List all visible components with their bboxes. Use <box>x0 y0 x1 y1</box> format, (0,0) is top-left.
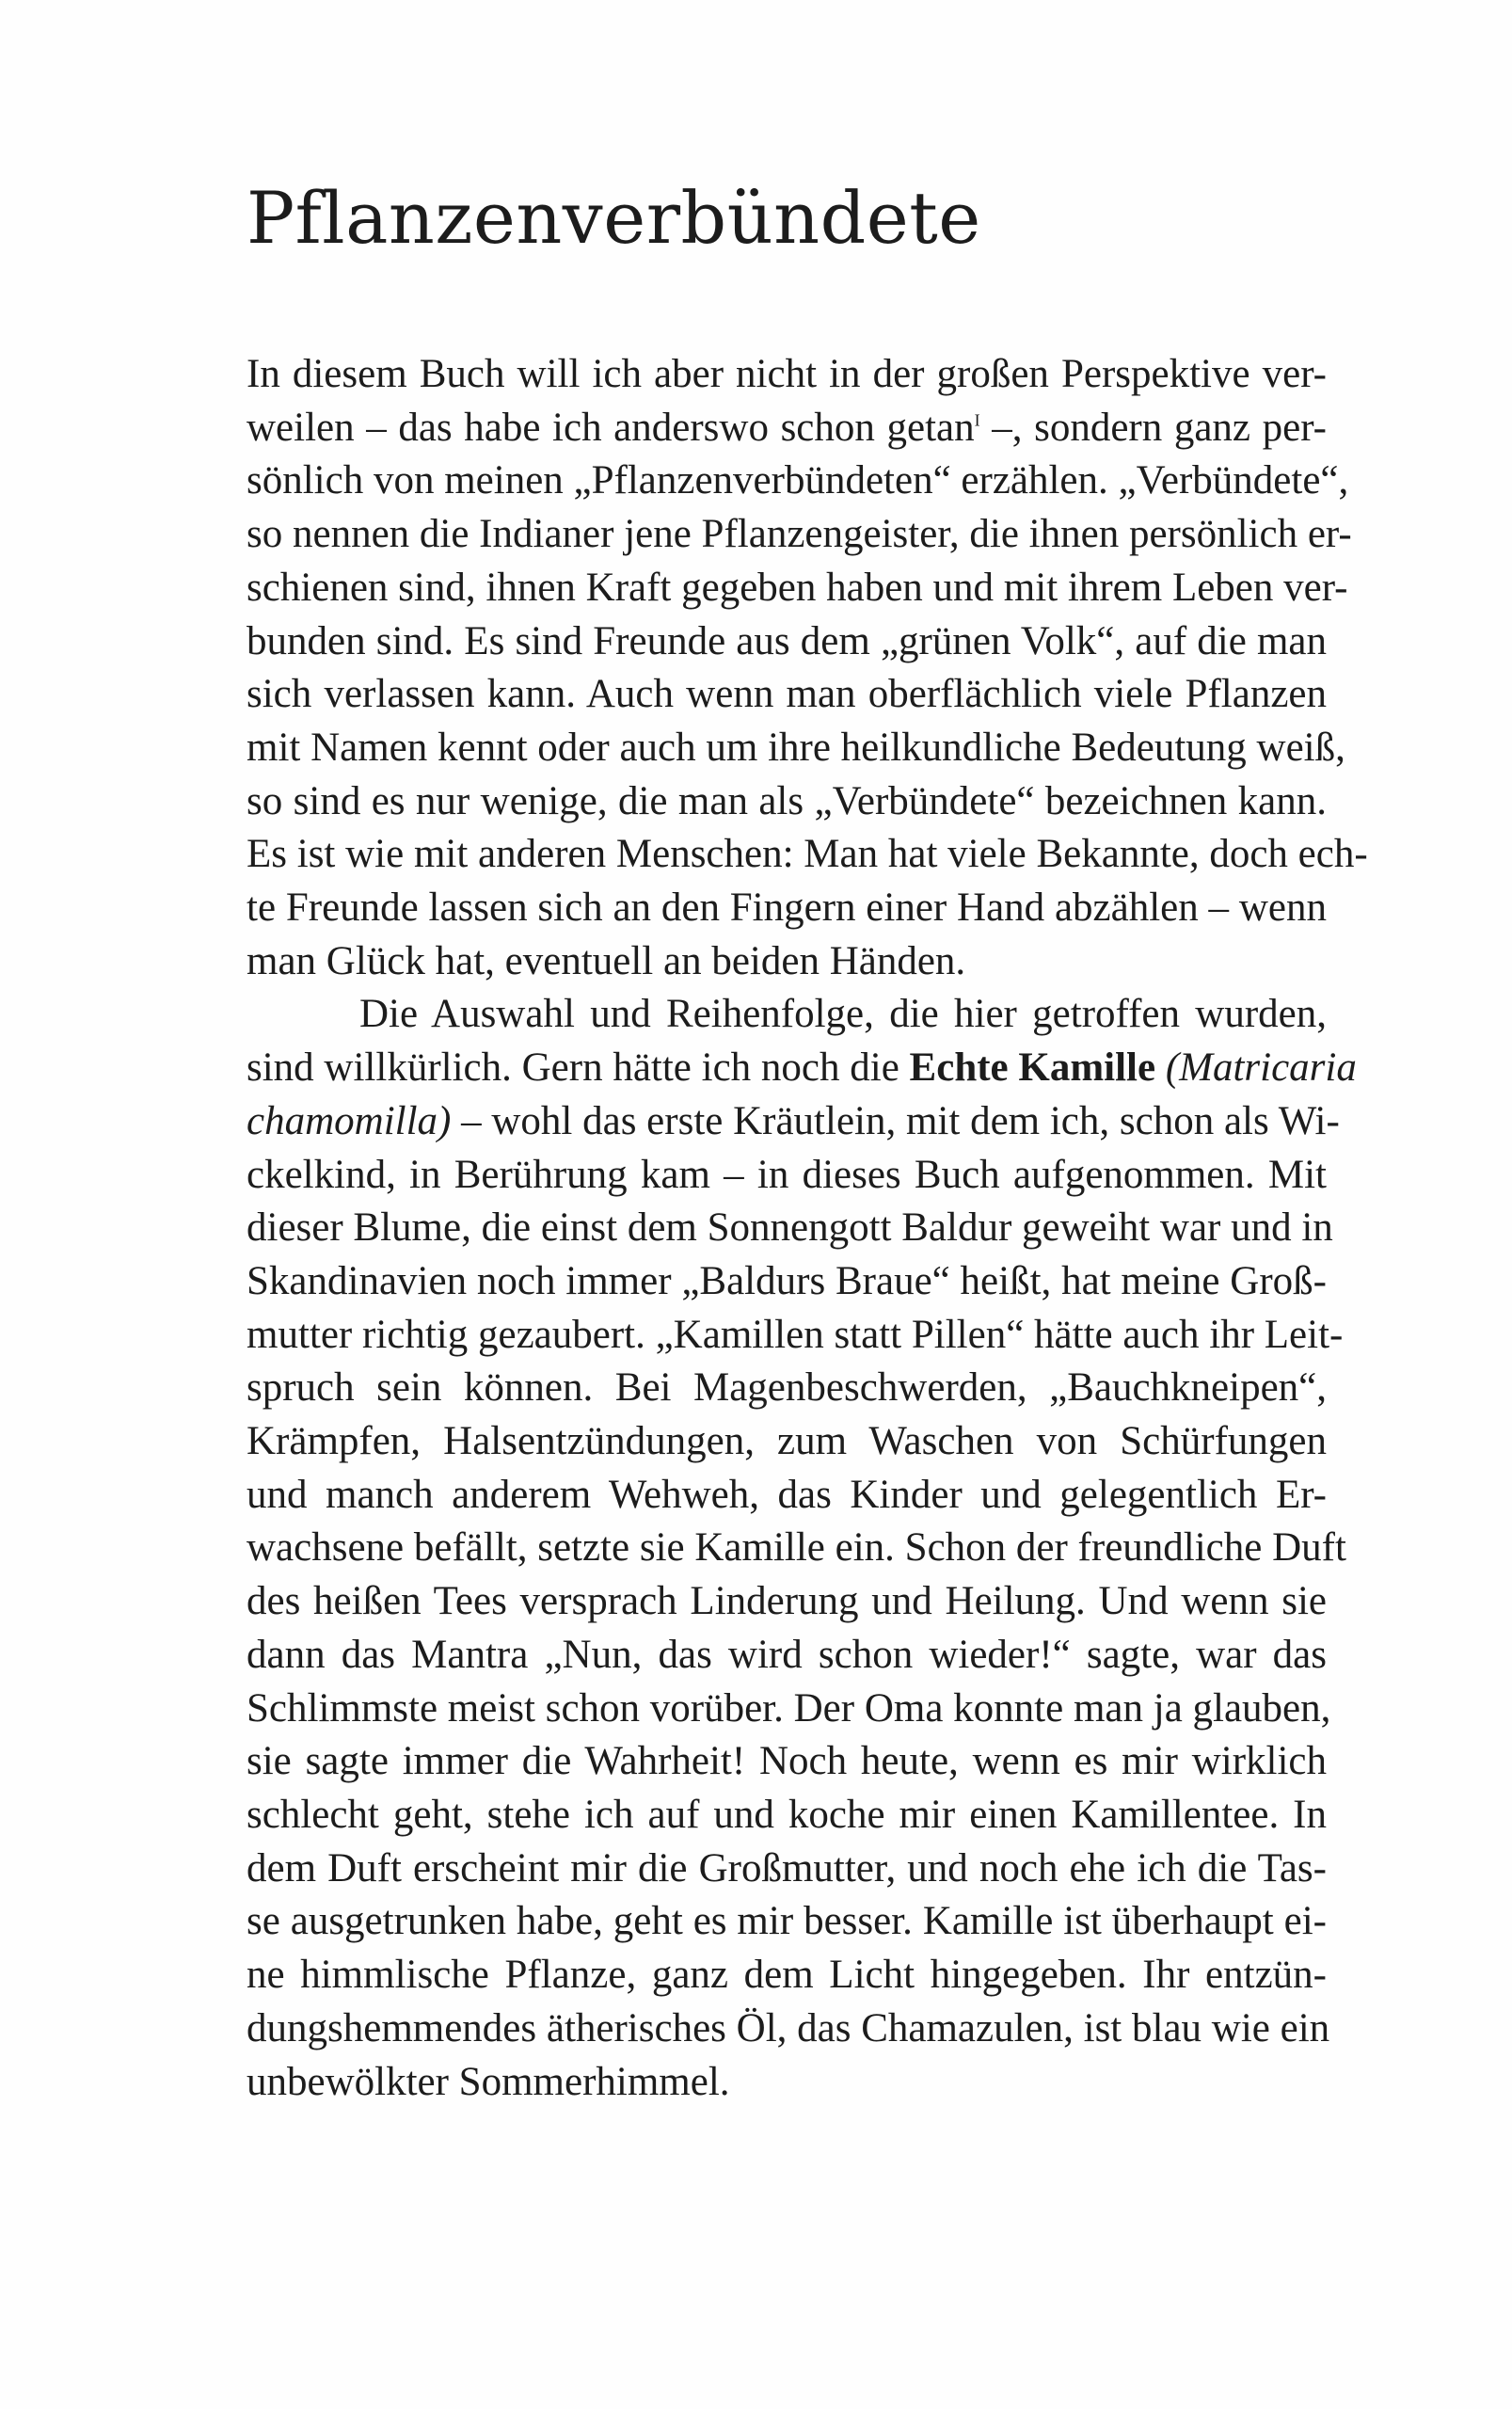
text-line: Es ist wie mit anderen Menschen: Man hat viele Bekannte, doch ech- <box>247 832 1368 877</box>
text-line: se ausgetrunken habe, geht es mir besser. Kamille ist überhaupt ei- <box>247 1899 1327 1944</box>
bold-term: Echte Kamille <box>909 1045 1156 1091</box>
text-line: des heißen Tees versprach Linderung und Heilung. Und wenn sie <box>247 1579 1327 1624</box>
text-line: so nennen die Indianer jene Pflanzengeister, die ihnen persönlich er- <box>247 512 1352 557</box>
text-line: schienen sind, ihnen Kraft gegeben haben und mit ihrem Leben ver- <box>247 565 1348 610</box>
text-line: Skandinavien noch immer „Baldurs Braue“ heißt, hat meine Groß- <box>247 1258 1327 1303</box>
page-title: Pflanzenverbündete <box>247 176 981 260</box>
text-segment: – wohl das erste Kräutlein, mit dem ich, schon als Wi- <box>451 1098 1340 1143</box>
text-line: unbewölkter Sommerhimmel. <box>247 2059 730 2104</box>
text-line: dann das Mantra „Nun, das wird schon wieder!“ sagte, war das <box>247 1632 1327 1677</box>
text-line-with-footnote <box>247 402 1327 455</box>
text-line: sönlich von meinen „Pflanzenverbündeten“ erzählen. „Verbündete“, <box>247 458 1349 503</box>
text-line: schlecht geht, stehe ich auf und koche mir einen Kamillentee. In <box>247 1792 1327 1837</box>
text-line: mutter richtig gezaubert. „Kamillen statt Pillen“ hätte auch ihr Leit- <box>247 1312 1344 1357</box>
text-line: dieser Blume, die einst dem Sonnengott Baldur geweiht war und in <box>247 1205 1333 1251</box>
italic-term: chamomilla) <box>247 1098 452 1143</box>
footnote-marker[interactable]: I <box>974 410 980 430</box>
text-line: dem Duft erscheint mir die Großmutter, und noch ehe ich die Tas- <box>247 1845 1327 1891</box>
text-line: und manch anderem Wehweh, das Kinder und gelegentlich Er- <box>247 1472 1327 1517</box>
text-line: Schlimmste meist schon vorüber. Der Oma konnte man ja glauben, <box>247 1685 1331 1731</box>
text-line-with-term <box>247 1095 1340 1149</box>
text-line-with-term <box>247 1042 1357 1095</box>
text-segment: –, sondern ganz per- <box>979 405 1327 450</box>
text-line: spruch sein können. Bei Magenbeschwerden, „Bauchkneipen“, <box>247 1365 1327 1411</box>
text-line: sie sagte immer die Wahrheit! Noch heute, wenn es mir wirklich <box>247 1739 1327 1784</box>
text-line: te Freunde lassen sich an den Fingern einer Hand abzählen – wenn <box>247 885 1327 931</box>
paragraph-2 <box>247 988 1357 2109</box>
text-segment <box>1155 1045 1166 1090</box>
text-line: Krämpfen, Halsentzündungen, zum Waschen von Schürfungen <box>247 1419 1327 1464</box>
text-line: mit Namen kennt oder auch um ihre heilkundliche Bedeutung weiß, <box>247 725 1345 770</box>
text-line: bunden sind. Es sind Freunde aus dem „grünen Volk“, auf die man <box>247 618 1327 663</box>
text-line: man Glück hat, eventuell an beiden Händen. <box>247 938 966 983</box>
text-line: Die Auswahl und Reihenfolge, die hier getroffen wurden, <box>359 992 1327 1037</box>
italic-term: (Matricaria <box>1165 1045 1357 1091</box>
text-line: ne himmlische Pflanze, ganz dem Licht hingegeben. Ihr entzün- <box>247 1953 1327 1998</box>
body-text <box>247 348 1368 2109</box>
text-line: wachsene befällt, setzte sie Kamille ein. Schon der freundliche Duft <box>247 1525 1346 1571</box>
text-line: sich verlassen kann. Auch wenn man oberflächlich viele Pflanzen <box>247 672 1327 717</box>
text-line: ckelkind, in Berührung kam – in dieses Buch aufgenommen. Mit <box>247 1152 1327 1197</box>
text-segment: weilen – das habe ich anderswo schon getan <box>247 405 975 450</box>
text-line: dungshemmendes ätherisches Öl, das Chamazulen, ist blau wie ein <box>247 2005 1330 2050</box>
text-segment: sind willkürlich. Gern hätte ich noch die <box>247 1045 910 1091</box>
paragraph-1 <box>247 348 1368 988</box>
text-line: so sind es nur wenige, die man als „Verbündete“ bezeichnen kann. <box>247 778 1327 823</box>
text-line: In diesem Buch will ich aber nicht in der großen Perspektive ver- <box>247 352 1327 396</box>
